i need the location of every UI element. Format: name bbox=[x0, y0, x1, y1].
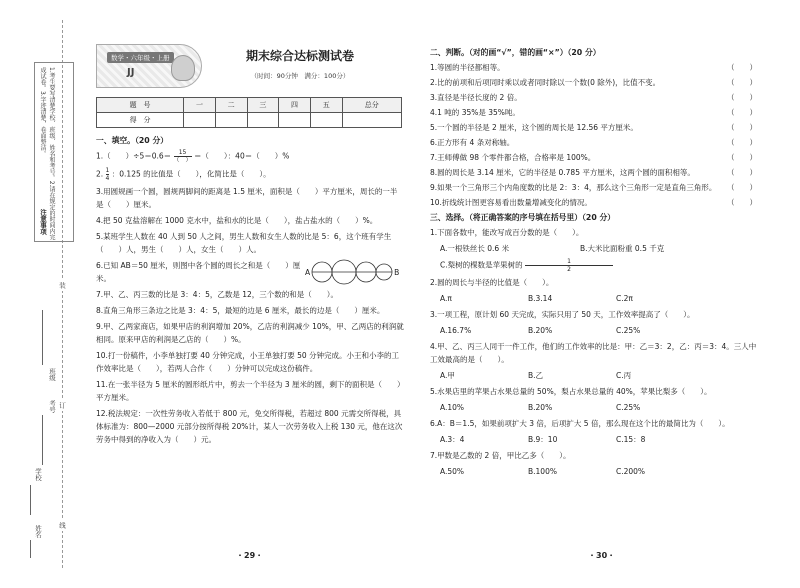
option[interactable]: A.16.7% bbox=[440, 326, 472, 335]
option[interactable]: C.25% bbox=[616, 403, 641, 412]
judge-item: 8.圆的周长是 3.14 厘米，它的半径是 0.785 平方厘米，这两个圆的面积相等。 （ ） bbox=[430, 166, 760, 179]
section-judge bbox=[430, 44, 760, 481]
choice-options bbox=[440, 292, 760, 305]
fraction: $\frac{1}{2}$ bbox=[525, 258, 613, 273]
score-input[interactable] bbox=[247, 113, 279, 128]
question: 9.甲、乙两家商店，如果甲店的利润增加 20%，乙店的利润减少 10%，甲、乙两店的利润就相同。原来甲店的利润是乙店的（ ）%。 bbox=[96, 322, 404, 344]
score-cell: 四 bbox=[279, 98, 311, 113]
option[interactable]: B.3.14 bbox=[528, 294, 553, 303]
notes-text: 1.考生要写清楚学校、班级、姓名和考号。2.请在规定的时间内完成试卷。3.字迹清楚，卷面整洁。 bbox=[39, 67, 55, 241]
choice-question: 7.甲数是乙数的 2 倍，甲比乙多（ ）。 bbox=[430, 451, 571, 460]
score-input[interactable] bbox=[279, 113, 311, 128]
cut-label: 装 bbox=[58, 282, 66, 289]
question: 11.在一张半径为 5 厘米的圆形纸片中，剪去一个半径为 3 厘米的圆，剩下的面积是（ ）平方厘米。 bbox=[96, 380, 401, 402]
edition-label: JJ bbox=[127, 67, 135, 78]
option[interactable]: B.100% bbox=[528, 467, 557, 476]
choice-question: 6.A：B＝1.5，如果前项扩大 3 倍，后项扩大 5 倍，那么现在这个比的最简比为（ ）。 bbox=[430, 419, 730, 428]
point-a-label: A bbox=[305, 267, 311, 277]
score-cell: 总分 bbox=[342, 98, 401, 113]
score-input[interactable] bbox=[310, 113, 342, 128]
name-field[interactable] bbox=[30, 540, 31, 558]
option[interactable]: C.2π bbox=[616, 294, 633, 303]
school-label: 学校 bbox=[34, 468, 42, 481]
choice-options bbox=[440, 433, 760, 446]
student-info bbox=[30, 290, 58, 560]
answer-bracket[interactable]: （ ） bbox=[727, 123, 757, 132]
option[interactable]: C.丙 bbox=[616, 371, 632, 380]
judge-item: 1.等圆的半径都相等。 （ ） bbox=[430, 61, 760, 74]
question: 5.某班学生人数在 40 人到 50 人之间，男生人数和女生人数的比是 5：6，这个班有学生（ ）人，男生（ ）人，女生（ ）人。 bbox=[96, 232, 392, 254]
score-value-row bbox=[97, 113, 402, 128]
answer-bracket[interactable]: （ ） bbox=[727, 63, 757, 72]
choice-options bbox=[440, 324, 760, 337]
choice-options bbox=[440, 242, 760, 255]
score-cell: 题 号 bbox=[97, 98, 184, 113]
option[interactable]: B.20% bbox=[528, 326, 553, 335]
question: 6.已知 AB＝50 厘米，则图中各个圆的周长之和是（ ）厘米。 A B bbox=[96, 261, 400, 283]
section-title: 一、填空。（20 分） bbox=[96, 136, 169, 145]
name-label: 姓名 bbox=[34, 525, 42, 538]
score-input[interactable] bbox=[342, 113, 401, 128]
question: 12.税法规定：一次性劳务收入若低于 800 元，免交所得税，若超过 800 元需交所得税，具体标准为：800—2000 元部分按所得税 20%计，某人一次劳务收入上税 130 元，他在这次劳务中得到的净收入为（ ）元。 bbox=[96, 409, 403, 444]
fraction: $\frac{15}{( )}$ bbox=[173, 149, 192, 164]
choice-question: 5.水果店里的苹果占水果总量的 50%，梨占水果总量的 40%，苹果比梨多（ ）。 bbox=[430, 387, 712, 396]
option[interactable]: A.π bbox=[440, 294, 452, 303]
option[interactable]: A.50% bbox=[440, 467, 465, 476]
choice-options bbox=[440, 465, 760, 478]
binding-strip bbox=[0, 0, 92, 588]
option[interactable]: C.梨树的棵数是苹果树的 $\frac{1}{2}$ bbox=[440, 258, 613, 273]
answer-bracket[interactable]: （ ） bbox=[727, 153, 757, 162]
choice-question: 2.圆的周长与半径的比值是（ ）。 bbox=[430, 278, 554, 287]
notes-title: 注意事项 bbox=[39, 209, 47, 235]
question: 3.用圆规画一个圆，圆规两脚间的距离是 1.5 厘米，面积是（ ）平方厘米，周长的一半是（ ）厘米。 bbox=[96, 187, 398, 209]
option[interactable]: B.9：10 bbox=[528, 435, 558, 444]
choice-question: 1.下面各数中，能改写成百分数的是（ ）。 bbox=[430, 228, 584, 237]
score-header-row bbox=[97, 98, 402, 113]
school-field[interactable] bbox=[30, 485, 31, 515]
answer-bracket[interactable]: （ ） bbox=[727, 183, 757, 192]
score-cell: 得 分 bbox=[97, 113, 184, 128]
question: 7.甲、乙、丙三数的比是 3：4：5，乙数是 12，三个数的和是（ ）。 bbox=[96, 290, 339, 299]
score-cell: 三 bbox=[247, 98, 279, 113]
option[interactable]: A.甲 bbox=[440, 371, 455, 380]
option[interactable]: B.乙 bbox=[528, 371, 544, 380]
page-number: ・30・ bbox=[588, 551, 616, 560]
judge-item: 2.比的前项和后项同时乘以或者同时除以一个数(0 除外)，比值不变。 （ ） bbox=[430, 76, 760, 89]
score-cell: 一 bbox=[184, 98, 216, 113]
subject-tag: 数学・六年级・上册 bbox=[107, 52, 174, 63]
answer-bracket[interactable]: （ ） bbox=[727, 78, 757, 87]
question: 1.（ ）÷5＝0.6＝ $\frac{15}{( )}$ ＝（ ）：40＝（ ）% bbox=[96, 149, 290, 164]
score-cell: 二 bbox=[215, 98, 247, 113]
judge-item: 9.如果一个三角形三个内角度数的比是 2：3：4，那么这个三角形一定是直角三角形。 （ ） bbox=[430, 181, 760, 194]
score-cell: 五 bbox=[310, 98, 342, 113]
option[interactable]: C.200% bbox=[616, 467, 646, 476]
exam-title: 期末综合达标测试卷 bbox=[245, 49, 354, 63]
circles-diagram bbox=[310, 259, 394, 285]
circles-figure bbox=[305, 259, 399, 285]
section-fill-blank bbox=[96, 132, 404, 449]
judge-item: 5.一个圆的半径是 2 厘米，这个圆的周长是 12.56 平方厘米。 （ ） bbox=[430, 121, 760, 134]
answer-bracket[interactable]: （ ） bbox=[727, 93, 757, 102]
class-field[interactable] bbox=[42, 310, 43, 365]
edition-banner bbox=[96, 44, 202, 88]
answer-bracket[interactable]: （ ） bbox=[727, 138, 757, 147]
mascot-icon bbox=[171, 55, 195, 81]
option[interactable]: B.20% bbox=[528, 403, 553, 412]
choice-question: 4.甲、乙、丙三人同干一件工作，他们的工作效率的比是：甲：乙＝3：2，乙：丙＝3：4。三人中工效最高的是（ ）。 bbox=[430, 342, 757, 364]
question: 4.把 50 克盐溶解在 1000 克水中，盐和水的比是（ ），盐占盐水的（ ）%。 bbox=[96, 216, 378, 225]
question: 10.打一份稿件，小李单独打要 40 分钟完成，小王单独打要 50 分钟完成。小王和小李的工作效率比是（ ），若两人合作（ ）分钟可以完成这份稿件。 bbox=[96, 351, 400, 373]
cut-label: 线 bbox=[58, 522, 66, 529]
option[interactable]: C.15：8 bbox=[616, 435, 646, 444]
choice-options bbox=[440, 401, 760, 414]
cut-label: 订 bbox=[58, 402, 66, 409]
option[interactable]: B.大米比面粉重 0.5 千克 bbox=[580, 244, 665, 253]
judge-item: 6.正方形有 4 条对称轴。 （ ） bbox=[430, 136, 760, 149]
choice-question: 3.一项工程，原计划 60 天完成，实际只用了 50 天，工作效率提高了（ ）。 bbox=[430, 310, 695, 319]
class-label: 班级 bbox=[48, 368, 56, 381]
score-table bbox=[96, 97, 402, 128]
section-title: 三、选择。（将正确答案的序号填在括号里）（20 分） bbox=[430, 213, 616, 222]
exam-subtitle: （时间：90分钟 满分：100分） bbox=[250, 72, 350, 80]
answer-bracket[interactable]: （ ） bbox=[727, 198, 757, 207]
option[interactable]: A.一根铁丝长 0.6 米 bbox=[440, 244, 510, 253]
page-number: ・29・ bbox=[236, 551, 264, 560]
option[interactable]: C.25% bbox=[616, 326, 641, 335]
judge-item: 4.1 吨的 35%是 35%吨。 （ ） bbox=[430, 106, 760, 119]
score-input[interactable] bbox=[215, 113, 247, 128]
answer-bracket[interactable]: （ ） bbox=[727, 108, 757, 117]
question: 8.直角三角形三条边之比是 3：4：5，最短的边是 6 厘米，最长的边是（ ）厘米。 bbox=[96, 306, 385, 315]
score-input[interactable] bbox=[184, 113, 216, 128]
number-field[interactable] bbox=[42, 415, 43, 465]
answer-bracket[interactable]: （ ） bbox=[727, 168, 757, 177]
point-b-label: B bbox=[394, 267, 400, 277]
section-title: 二、判断。（对的画“√”，错的画“×”）（20 分） bbox=[430, 48, 601, 57]
judge-item: 10.折线统计图更容易看出数量增减变化的情况。 （ ） bbox=[430, 196, 760, 209]
judge-item: 3.直径是半径长度的 2 倍。 （ ） bbox=[430, 91, 760, 104]
choice-options bbox=[440, 369, 760, 382]
notes-box bbox=[34, 62, 74, 242]
option[interactable]: A.10% bbox=[440, 403, 465, 412]
choice-options bbox=[440, 258, 760, 273]
question: 2. $\frac{1}{4}$ ：0.125 的比值是（ ），化简比是（ ）。 bbox=[96, 167, 271, 182]
fraction: $\frac{1}{4}$ bbox=[105, 167, 110, 182]
judge-item: 7.王师傅做 98 个零件都合格，合格率是 100%。 （ ） bbox=[430, 151, 760, 164]
option[interactable]: A.3：4 bbox=[440, 435, 465, 444]
number-label: 考号 bbox=[48, 400, 56, 413]
